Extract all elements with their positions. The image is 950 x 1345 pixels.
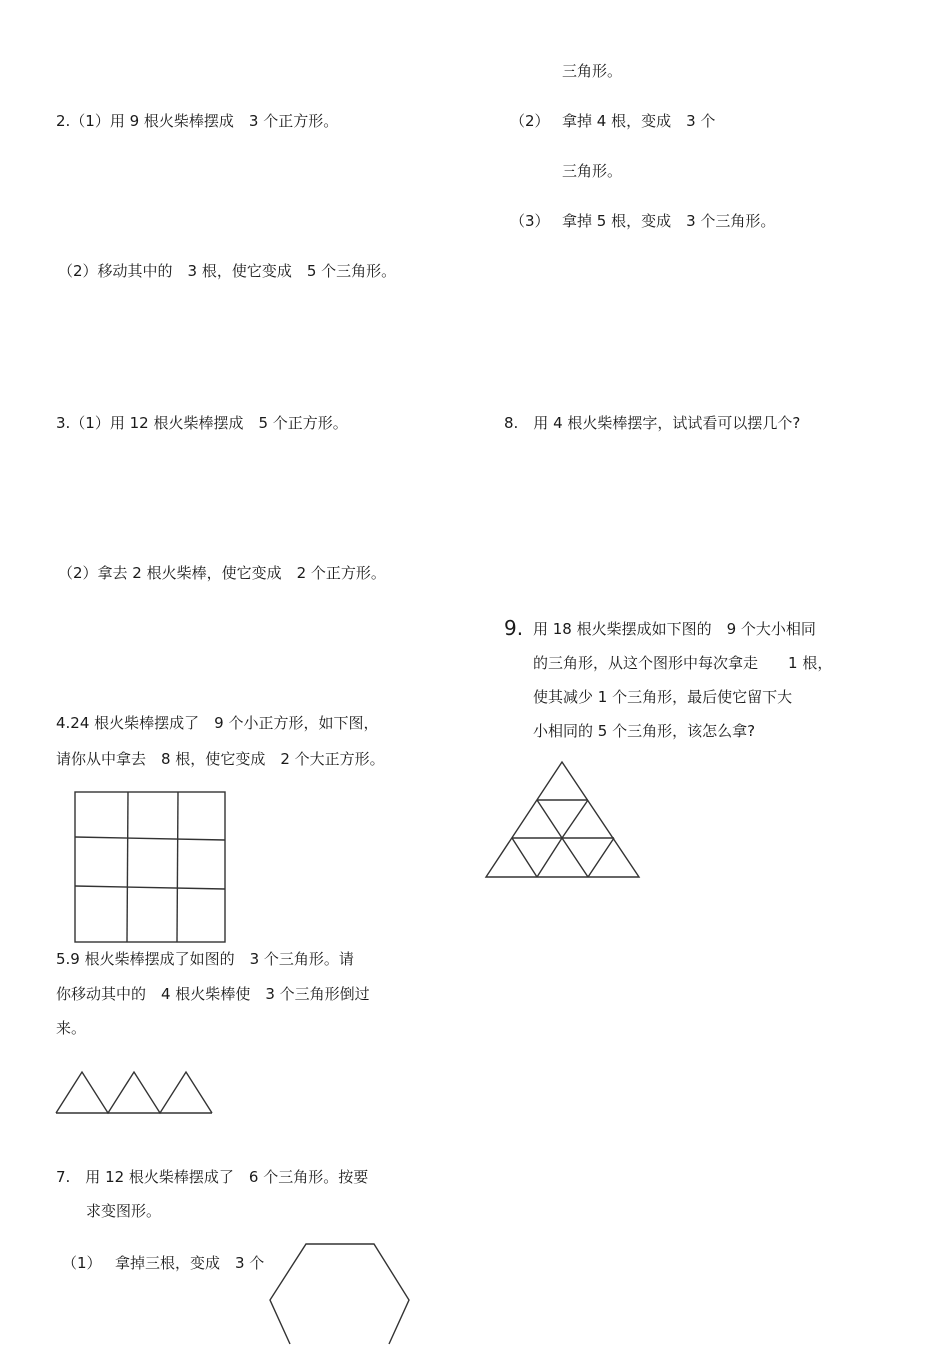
q4-grid-border <box>75 792 225 942</box>
q9-outer-triangle <box>486 762 639 877</box>
q7-line2: 求变图形。 <box>86 1202 162 1220</box>
q2-line1: 2.（1）用 9 根火柴棒摆成 3 个正方形。 <box>56 112 339 130</box>
q9-triangle-grid-figure <box>484 760 644 880</box>
q9-line4: 小相同的 5 个三角形，该怎么拿? <box>533 722 756 740</box>
q5-triangles-zigzag <box>56 1072 212 1113</box>
q9-matchstick <box>512 838 537 877</box>
q7-item1-number: （1） <box>62 1254 102 1272</box>
q7-item3-text: 拿掉 5 根，变成 3 个三角形。 <box>562 212 776 230</box>
q9-matchstick <box>537 800 562 838</box>
q9-matchstick <box>588 838 614 877</box>
q4-matchstick <box>177 792 178 942</box>
q4-line1: 4.24 根火柴棒摆成了 9 个小正方形，如下图， <box>56 714 379 732</box>
q2-line2: （2）移动其中的 3 根，使它变成 5 个三角形。 <box>58 262 397 280</box>
q7-item1-text: 拿掉三根，变成 3 个 <box>115 1254 265 1272</box>
q9-matchstick <box>562 800 588 838</box>
q4-matchstick <box>127 792 128 942</box>
q3-line2: （2）拿去 2 根火柴棒，使它变成 2 个正方形。 <box>58 564 386 582</box>
q5-line2: 你移动其中的 4 根火柴棒使 3 个三角形倒过 <box>56 985 370 1003</box>
q9-number: 9. <box>504 616 524 640</box>
q4-matchstick <box>75 886 225 889</box>
q7-item2-number: （2） <box>510 112 550 130</box>
q9-line3: 使其减少 1 个三角形，最后使它留下大 <box>533 688 793 706</box>
q9-line1: 用 18 根火柴摆成如下图的 9 个大小相同 <box>533 620 816 638</box>
q4-matchstick <box>75 837 225 840</box>
q8-line1: 8. 用 4 根火柴棒摆字，试试看可以摆几个? <box>504 414 801 432</box>
q7-item1-continuation: 三角形。 <box>562 62 623 80</box>
q4-line2: 请你从中拿去 8 根，使它变成 2 个大正方形。 <box>56 750 385 768</box>
q4-square-grid-figure <box>72 790 228 945</box>
q5-line3: 来。 <box>56 1019 87 1037</box>
q7-hexagon-outline <box>270 1244 409 1344</box>
q5-three-triangles-figure <box>54 1070 216 1116</box>
q7-hexagon-figure <box>268 1240 413 1345</box>
q3-line1: 3.（1）用 12 根火柴棒摆成 5 个正方形。 <box>56 414 348 432</box>
q7-line1: 7. 用 12 根火柴棒摆成了 6 个三角形。按要 <box>56 1168 369 1186</box>
q9-matchstick <box>562 838 588 877</box>
q7-item2-text: 拿掉 4 根，变成 3 个 <box>562 112 716 130</box>
q5-line1: 5.9 根火柴棒摆成了如图的 3 个三角形。请 <box>56 950 354 968</box>
q7-item2-continuation: 三角形。 <box>562 162 623 180</box>
q9-line2: 的三角形，从这个图形中每次拿走 1 根， <box>533 654 833 672</box>
q9-matchstick <box>537 838 562 877</box>
q7-item3-number: （3） <box>510 212 550 230</box>
